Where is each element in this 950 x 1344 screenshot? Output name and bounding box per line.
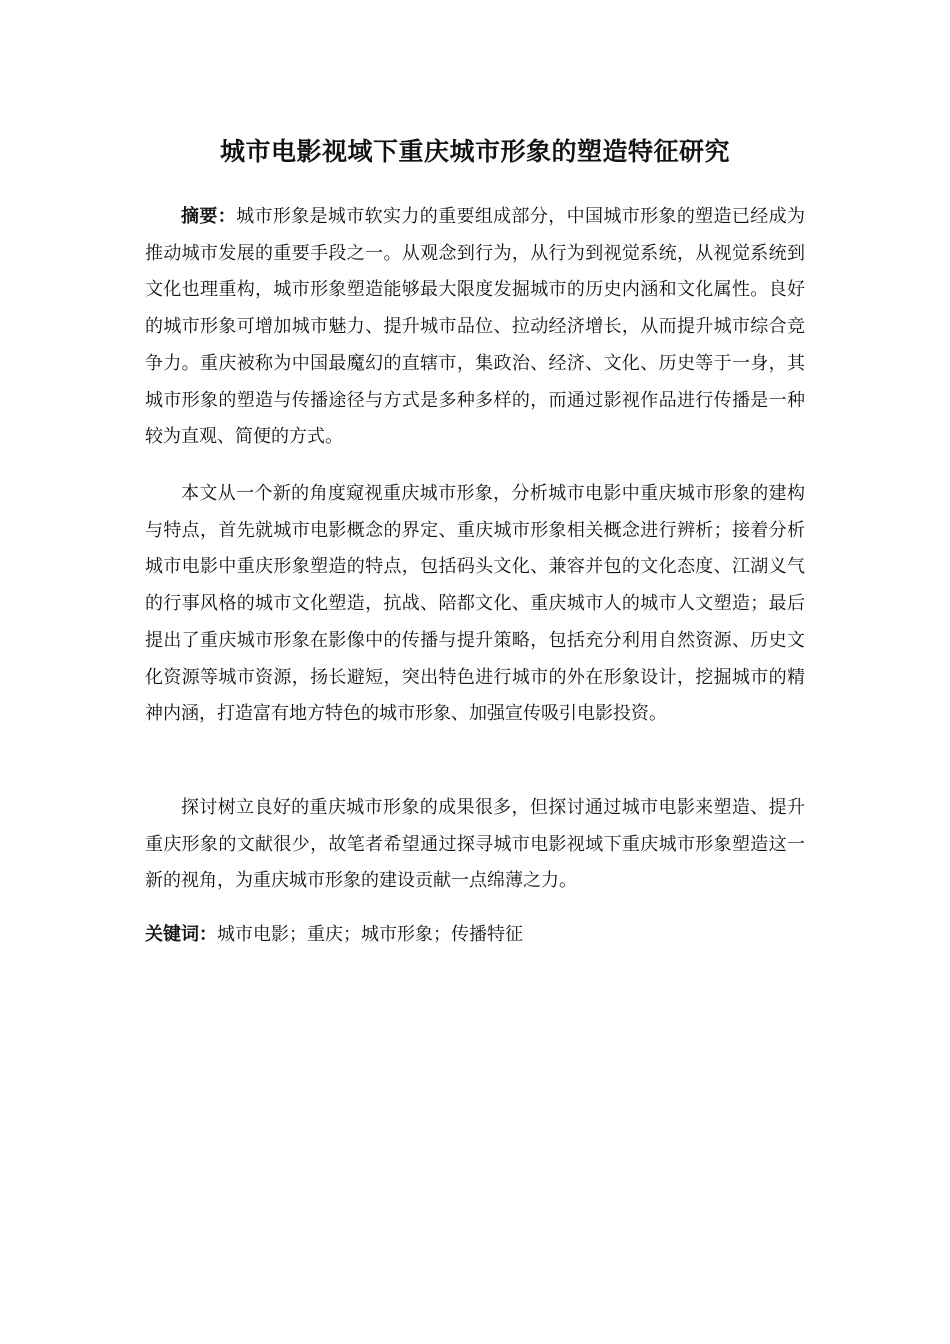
- keywords-line: [145, 917, 805, 953]
- abstract-paragraph-3: 探讨树立良好的重庆城市形象的成果很多，但探讨通过城市电影来塑造、提升重庆形象的文献很少，故笔者希望通过探寻城市电影视域下重庆城市形象塑造这一新的视角，为重庆城市形象的建设贡献一点绵薄之力。: [145, 797, 805, 892]
- keywords-label: 关键词：: [145, 924, 217, 945]
- keywords-text: 城市电影；重庆；城市形象；传播特征: [217, 924, 523, 945]
- abstract-paragraph-1-text: 城市形象是城市软实力的重要组成部分，中国城市形象的塑造已经成为推动城市发展的重要手段之一。从观念到行为，从行为到视觉系统，从视觉系统到文化也理重构，城市形象塑造能够最大限度发掘城市的历史内涵和文化属性。良好的城市形象可增加城市魅力、提升城市品位、拉动经济增长，从而提升城市综合竞争力。重庆被称为中国最魔幻的直辖市，集政治、经济、文化、历史等于一身，其城市形象的塑造与传播途径与方式是多种多样的，而通过影视作品进行传播是一种较为直观、简便的方式。: [145, 206, 805, 448]
- abstract-paragraph-1: [145, 199, 805, 456]
- document-title: 城市电影视域下重庆城市形象的塑造特征研究: [219, 137, 730, 166]
- abstract-paragraph-2: 本文从一个新的角度窥视重庆城市形象，分析城市电影中重庆城市形象的建构与特点，首先就城市电影概念的界定、重庆城市形象相关概念进行辨析；接着分析城市电影中重庆形象塑造的特点，包括码头文化、兼容并包的文化态度、江湖义气的行事风格的城市文化塑造，抗战、陪都文化、重庆城市人的城市人文塑造；最后提出了重庆城市形象在影像中的传播与提升策略，包括充分利用自然资源、历史文化资源等城市资源，扬长避短，突出特色进行城市的外在形象设计，挖掘城市的精神内涵，打造富有地方特色的城市形象、加强宣传吸引电影投资。: [145, 483, 805, 725]
- abstract-label: 摘要：: [181, 206, 237, 227]
